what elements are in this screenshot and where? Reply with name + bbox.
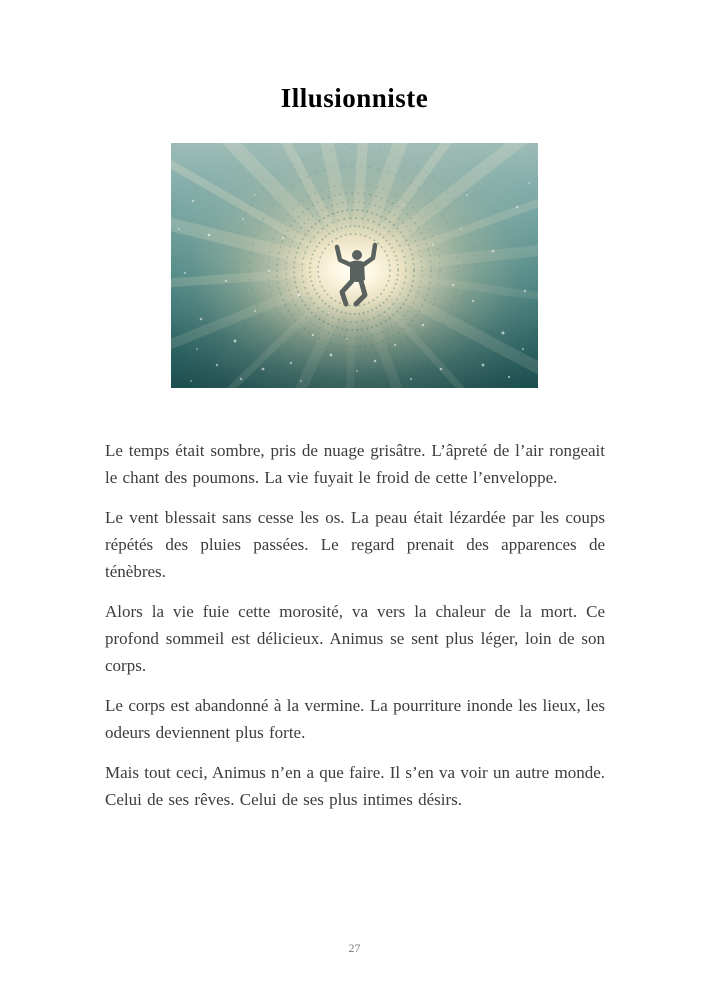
paragraph: Le corps est abandonné à la vermine. La pourriture inonde les lieux, les odeurs deviennent plus forte. <box>105 696 605 742</box>
paragraph: Le temps était sombre, pris de nuage grisâtre. L’âpreté de l’air rongeait le chant des poumons. La vie fuyait le froid de cette l’enveloppe. <box>105 441 605 487</box>
page-number: 27 <box>348 941 361 955</box>
underwater-light-illustration <box>171 143 538 388</box>
paragraph: Mais tout ceci, Animus n’en a que faire. Il s’en va voir un autre monde. Celui de ses rêves. Celui de ses plus intimes désirs. <box>105 763 605 809</box>
page-title: Illusionniste <box>280 83 429 113</box>
paragraph: Alors la vie fuie cette morosité, va vers la chaleur de la mort. Ce profond sommeil est délicieux. Animus se sent plus léger, loin de son corps. <box>105 602 605 675</box>
hero-image <box>171 143 538 388</box>
paragraph: Le vent blessait sans cesse les os. La peau était lézardée par les coups répétés des pluies passées. Le regard prenait des apparences de ténèbres. <box>105 508 605 581</box>
body-text <box>105 437 605 813</box>
